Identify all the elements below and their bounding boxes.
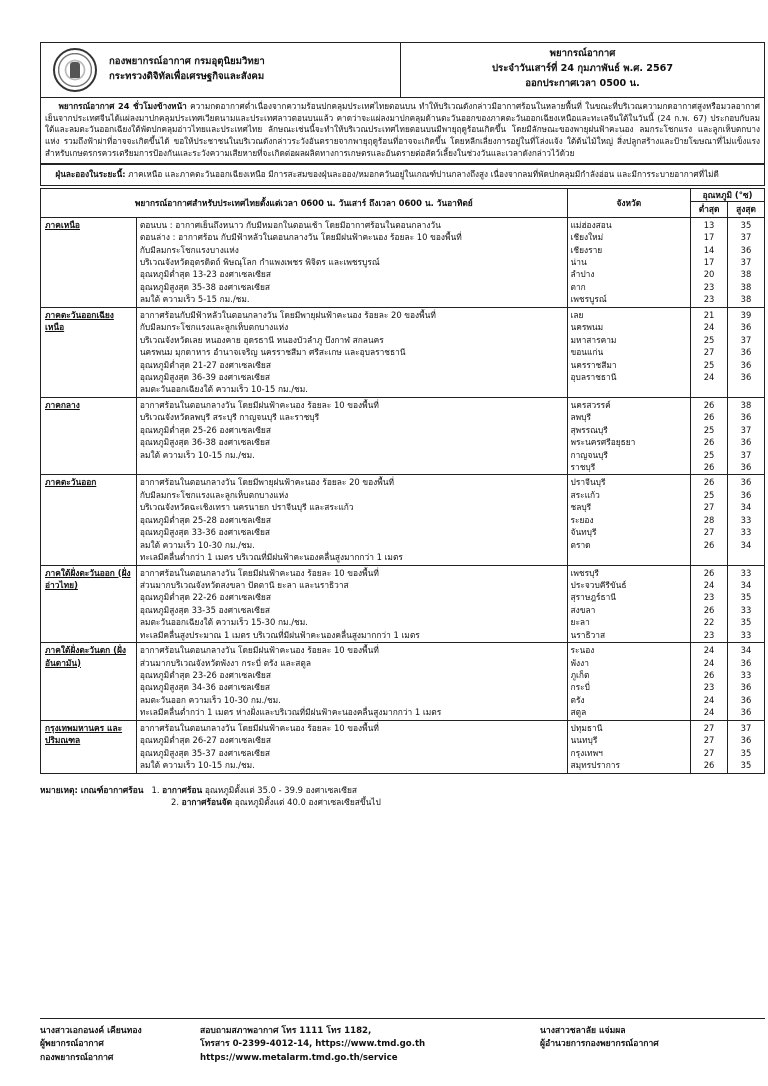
min-temp-list-line: 26 xyxy=(703,567,715,578)
province-list xyxy=(567,307,691,397)
region-row xyxy=(41,217,765,307)
org-line-2: กระทรวงดิจิทัลเพื่อเศรษฐกิจและสังคม xyxy=(109,71,265,82)
province-list-line: อุบลราชธานี xyxy=(570,371,617,382)
header-title-block xyxy=(401,43,764,97)
province-list xyxy=(567,217,691,307)
min-temp-list-line: 28 xyxy=(703,514,715,525)
max-temp-list-line: 33 xyxy=(740,567,752,578)
min-temp-list-line: 23 xyxy=(703,294,715,305)
province-list-line: เลย xyxy=(570,309,584,320)
region-name: ภาคใต้ฝั่งตะวันออก (ฝั่งอ่าวไทย) xyxy=(41,565,137,643)
region-forecast-line: ทะเลมีคลื่นต่ำกว่า 1 เมตร บริเวณที่มีฝนฟ้าคะนองคลื่นสูงมากกว่า 1 เมตร xyxy=(139,552,403,563)
province-list-line: ยะลา xyxy=(570,617,590,628)
region-forecast-line: อุณหภูมิสูงสุด 36-39 องศาเซลเซียส xyxy=(139,371,270,382)
region-forecast-line: ทะเลมีคลื่นต่ำกว่า 1 เมตร ห่างฝั่งและบริเวณที่มีฝนฟ้าคะนองคลื่นสูงมากกว่า 1 เมตร xyxy=(139,707,442,718)
province-list-line: นราธิวาส xyxy=(570,629,606,640)
outlook-label: พยากรณ์อากาศ 24 ชั่วโมงข้างหน้า xyxy=(58,101,187,111)
min-temp-list-line: 26 xyxy=(703,760,715,771)
max-temp-list-line: 36 xyxy=(740,489,752,500)
note-2-text: อุณหภูมิตั้งแต่ 40.0 องศาเซลเซียสขึ้นไป xyxy=(234,797,381,808)
min-temp-list-line: 13 xyxy=(703,219,715,230)
document-date: ประจำวันเสาร์ที่ 24 กุมภาพันธ์ พ.ศ. 2567 xyxy=(491,62,674,74)
province-list-line: ระนอง xyxy=(570,645,595,656)
min-temp-list-line: 25 xyxy=(703,359,715,370)
region-row xyxy=(41,307,765,397)
forecaster-name: นางสาวเอกอนงค์ เคียนทอง xyxy=(40,1026,142,1036)
document-title: พยากรณ์อากาศ xyxy=(549,48,616,59)
region-forecast-line: บริเวณจังหวัดเลย หนองคาย อุดรธานี หนองบัวลำภู บึงกาฬ สกลนคร xyxy=(139,334,384,345)
max-temp-list xyxy=(728,397,765,475)
max-temp-list-line: 36 xyxy=(740,322,752,333)
region-row xyxy=(41,720,765,773)
province-list-line: นครพนม xyxy=(570,322,604,333)
issue-time: ออกประกาศเวลา 0500 น. xyxy=(525,77,640,89)
min-temp-list xyxy=(691,720,728,773)
region-forecast-line: ลมตะวันออก ความเร็ว 10-30 กม./ชม. xyxy=(139,694,281,705)
note-1-number: 1. xyxy=(151,784,160,795)
region-name: ภาคใต้ฝั่งตะวันตก (ฝั่งอันดามัน) xyxy=(41,643,137,721)
max-temp-list-line: 36 xyxy=(740,371,752,382)
province-header: จังหวัด xyxy=(567,188,691,217)
forecaster-role: ผู้พยากรณ์อากาศ xyxy=(40,1039,104,1050)
province-list-line: สงขลา xyxy=(570,604,596,615)
forecaster-division: กองพยากรณ์อากาศ xyxy=(40,1052,114,1063)
region-forecast-line: ตอนล่าง : อากาศร้อน กับมีฟ้าหลัวในตอนกลางวัน โดยมีฝนฟ้าคะนอง ร้อยละ 10 ของพื้นที่ xyxy=(139,232,462,243)
max-temp-list-line: 35 xyxy=(740,219,752,230)
note-2-number: 2. xyxy=(171,797,179,808)
province-list-line: ลำปาง xyxy=(570,269,595,280)
region-forecast xyxy=(136,217,567,307)
min-temp-list-line: 17 xyxy=(703,257,715,268)
province-list-line: พระนครศรีอยุธยา xyxy=(570,437,636,448)
region-name: ภาคตะวันออกเฉียงเหนือ xyxy=(41,307,137,397)
max-temp-list-line: 35 xyxy=(740,592,752,603)
province-list-line: ประจวบคีรีขันธ์ xyxy=(570,579,627,590)
region-forecast-line: อุณหภูมิต่ำสุด 22-26 องศาเซลเซียส xyxy=(139,592,271,603)
province-list-line: กรุงเทพฯ xyxy=(570,747,603,758)
min-temp-list-line: 26 xyxy=(703,670,715,681)
contact-fax-link[interactable]: โทรสาร 0-2399-4012-14, https://www.tmd.go.th xyxy=(200,1039,426,1050)
min-temp-list xyxy=(691,217,728,307)
header-org-block xyxy=(41,43,401,97)
region-forecast-line: บริเวณจังหวัดอุตรดิตถ์ พิษณุโลก กำแพงเพชร พิจิตร และเพชรบูรณ์ xyxy=(139,257,380,268)
max-temp-list-line: 34 xyxy=(740,645,752,656)
province-list-line: ปราจีนบุรี xyxy=(570,477,606,488)
province-list-line: สุราษฎร์ธานี xyxy=(570,592,617,603)
footer-director xyxy=(490,1025,765,1065)
region-forecast-line: อากาศร้อนในตอนกลางวัน โดยมีพายุฝนฟ้าคะนอง ร้อยละ 20 ของพื้นที่ xyxy=(139,477,395,488)
max-temp-list-line: 37 xyxy=(740,722,752,733)
notes-label: หมายเหตุ: เกณฑ์อากาศร้อน xyxy=(40,784,144,795)
min-temp-list-line: 14 xyxy=(703,244,715,255)
region-forecast-line: อุณหภูมิต่ำสุด 25-28 องศาเซลเซียส xyxy=(139,514,271,525)
min-temp-list-line: 23 xyxy=(703,682,715,693)
min-temp-list-line: 20 xyxy=(703,269,715,280)
province-list xyxy=(567,397,691,475)
region-forecast-line: อุณหภูมิต่ำสุด 21-27 องศาเซลเซียส xyxy=(139,359,271,370)
max-temp-list-line: 36 xyxy=(740,735,752,746)
province-list-line: ตรัง xyxy=(570,694,585,705)
document-footer xyxy=(40,1018,765,1065)
province-list-line: นครสวรรค์ xyxy=(570,399,611,410)
max-temp-list-line: 35 xyxy=(740,617,752,628)
region-row xyxy=(41,643,765,721)
footer-forecaster xyxy=(40,1025,200,1065)
outlook-text: ความกดอากาศต่ำเนื่องจากความร้อนปกคลุมประเทศไทยตอนบน ทำให้บริเวณดังกล่าวมีอากาศร้อนในหลายพื้นที่ ในขณะที่บริเวณความกดอากาศสูงหรือมวลอากาศเย็นจากประเทศจีนได้แผ่ลงมาปกคลุมประเทศเวียดนามและประเทศลาวตอนบนแล้ว คาดว่าจะแผ่ลงมาปกคลุมด้านตะวันออกของภาคตะวันออกเฉียงเหนือและทะเลจีนใต้ในวันนี้ (24 ก.พ. 67) ประกอบกับลมใต้และลมตะวันออกเฉียงใต้พัดปกคลุมอ่าวไทยและประเทศไทย ลักษณะเช่นนี้จะทำให้บริเวณประเทศไทยตอนบนมีพายุฤดูร้อนเกิดขึ้น โดยมีลักษณะของพายุฝนฟ้าคะนอง ลมกระโชกแรง และลูกเห็บตกบางแห่ง รวมถึงฟ้าผ่าที่อาจจะเกิดขึ้นได้ ขอให้ประชาชนในบริเวณดังกล่าวระวังอันตรายจากพายุฤดูร้อนที่อาจจะเกิดขึ้น โดยหลีกเลี่ยงการอยู่ในที่โล่งแจ้ง ใต้ต้นไม้ใหญ่ สิ่งปลูกสร้างและป้ายโฆษณาที่ไม่แข็งแรง สำหรับเกษตรกรควรเตรียมการป้องกันและระวังความเสียหายที่จะเกิดต่อผลผลิตทางการเกษตรและอันตรายต่อสัตว์เลี้ยงในช่วงวันและเวลาดังกล่าวไว้ด้วย xyxy=(45,101,760,158)
max-temp-list-line: 36 xyxy=(740,359,752,370)
document-header xyxy=(40,42,765,98)
note-1-text: อุณหภูมิตั้งแต่ 35.0 - 39.9 องศาเซลเซียส xyxy=(204,784,357,795)
note-1-label: อากาศร้อน xyxy=(162,784,203,795)
region-forecast-line: อุณหภูมิต่ำสุด 25-26 องศาเซลเซียส xyxy=(139,424,271,435)
region-forecast-line: ทะเลมีคลื่นสูงประมาณ 1 เมตร บริเวณที่มีฝนฟ้าคะนองคลื่นสูงมากกว่า 1 เมตร xyxy=(139,629,420,640)
max-temp-header: สูงสุด xyxy=(728,202,765,217)
min-temp-list-line: 25 xyxy=(703,334,715,345)
province-list-line: กระบี่ xyxy=(570,682,590,693)
max-temp-list-line: 38 xyxy=(740,399,752,410)
region-forecast-line: อากาศร้อนในตอนกลางวัน โดยมีฝนฟ้าคะนอง ร้อยละ 10 ของพื้นที่ xyxy=(139,399,379,410)
region-forecast-line: ลมตะวันออกเฉียงใต้ ความเร็ว 15-30 กม./ชม. xyxy=(139,617,308,628)
dust-section xyxy=(40,164,765,186)
region-forecast-line: กับมีลมกระโชกแรงและลูกเห็บตกบางแห่ง xyxy=(139,322,289,333)
province-list-line: เชียงราย xyxy=(570,244,603,255)
min-temp-list-line: 26 xyxy=(703,539,715,550)
min-temp-list-line: 24 xyxy=(703,657,715,668)
province-list-line: จันทบุรี xyxy=(570,527,597,538)
max-temp-list-line: 33 xyxy=(740,514,752,525)
province-list-line: สมุทรปราการ xyxy=(570,760,620,771)
province-list-line: ภูเก็ต xyxy=(570,670,590,681)
max-temp-list-line: 38 xyxy=(740,269,752,280)
province-list-line: เพชรบูรณ์ xyxy=(570,294,607,305)
region-forecast xyxy=(136,720,567,773)
min-temp-list xyxy=(691,475,728,565)
max-temp-list-line: 33 xyxy=(740,629,752,640)
region-forecast-line: ลมตะวันออกเฉียงใต้ ความเร็ว 10-15 กม./ชม. xyxy=(139,384,308,395)
province-list-line: นนทบุรี xyxy=(570,735,598,746)
temp-header: อุณหภูมิ (°ซ) xyxy=(691,188,765,201)
forecast-document xyxy=(40,42,765,809)
province-list-line: มหาสารคาม xyxy=(570,334,617,345)
province-list-line: แม่ฮ่องสอน xyxy=(570,219,612,230)
region-forecast xyxy=(136,397,567,475)
region-forecast xyxy=(136,643,567,721)
director-role: ผู้อำนวยการกองพยากรณ์อากาศ xyxy=(540,1039,659,1050)
dust-label: ฝุ่นละอองในระยะนี้: xyxy=(55,169,126,180)
min-temp-list xyxy=(691,565,728,643)
min-temp-list-line: 24 xyxy=(703,707,715,718)
region-forecast-line: อากาศร้อนในตอนกลางวัน โดยมีฝนฟ้าคะนอง ร้อยละ 10 ของพื้นที่ xyxy=(139,567,379,578)
region-forecast-line: อุณหภูมิสูงสุด 33-36 องศาเซลเซียส xyxy=(139,527,270,538)
max-temp-list-line: 36 xyxy=(740,657,752,668)
province-list-line: สตูล xyxy=(570,707,587,718)
region-forecast-line: ส่วนมากบริเวณจังหวัดสงขลา ปัตตานี ยะลา และนราธิวาส xyxy=(139,579,349,590)
min-temp-list-line: 26 xyxy=(703,399,715,410)
max-temp-list-line: 36 xyxy=(740,477,752,488)
min-temp-header: ต่ำสุด xyxy=(691,202,728,217)
region-forecast-line: ตอนบน : อากาศเย็นถึงหนาว กับมีหมอกในตอนเช้า โดยมีอากาศร้อนในตอนกลางวัน xyxy=(139,219,441,230)
min-temp-list-line: 27 xyxy=(703,347,715,358)
contact-phone: สอบถามสภาพอากาศ โทร 1111 โทร 1182, xyxy=(200,1026,372,1036)
max-temp-list xyxy=(728,720,765,773)
max-temp-list-line: 37 xyxy=(740,334,752,345)
min-temp-list-line: 25 xyxy=(703,449,715,460)
region-forecast-line: นครพนม มุกดาหาร อำนาจเจริญ นครราชสีมา ศรีสะเกษ และอุบลราชธานี xyxy=(139,347,406,358)
region-forecast-line: ลมใต้ ความเร็ว 5-15 กม./ชม. xyxy=(139,294,250,305)
province-list-line: ตราด xyxy=(570,539,591,550)
region-row xyxy=(41,475,765,565)
province-list-line: ระยอง xyxy=(570,514,594,525)
region-forecast-line: กับมีลมกระโชกแรงและลูกเห็บตกบางแห่ง xyxy=(139,489,289,500)
region-name: ภาคตะวันออก xyxy=(41,475,137,565)
note-2-label: อากาศร้อนจัด xyxy=(181,797,233,808)
region-forecast-line: อุณหภูมิสูงสุด 34-36 องศาเซลเซียส xyxy=(139,682,270,693)
max-temp-list-line: 36 xyxy=(740,347,752,358)
province-list xyxy=(567,643,691,721)
min-temp-list-line: 24 xyxy=(703,694,715,705)
min-temp-list-line: 21 xyxy=(703,309,715,320)
max-temp-list xyxy=(728,307,765,397)
region-name: กรุงเทพมหานคร และปริมณฑล xyxy=(41,720,137,773)
province-list-line: กาญจนบุรี xyxy=(570,449,608,460)
max-temp-list-line: 36 xyxy=(740,437,752,448)
forecast-table-body xyxy=(41,217,765,773)
region-forecast-line: กับมีลมกระโชกแรงบางแห่ง xyxy=(139,244,239,255)
max-temp-list-line: 35 xyxy=(740,747,752,758)
province-list-line: ราชบุรี xyxy=(570,462,596,473)
region-forecast-line: ส่วนมากบริเวณจังหวัดพังงา กระบี่ ตรัง และสตูล xyxy=(139,657,311,668)
min-temp-list-line: 27 xyxy=(703,502,715,513)
max-temp-list-line: 36 xyxy=(740,244,752,255)
province-list xyxy=(567,565,691,643)
province-list xyxy=(567,720,691,773)
min-temp-list-line: 24 xyxy=(703,579,715,590)
region-forecast-line: อุณหภูมิต่ำสุด 13-23 องศาเซลเซียส xyxy=(139,269,271,280)
max-temp-list-line: 37 xyxy=(740,449,752,460)
max-temp-list-line: 34 xyxy=(740,579,752,590)
max-temp-list-line: 33 xyxy=(740,670,752,681)
tmd-seal-icon xyxy=(53,48,97,92)
province-list-line: ปทุมธานี xyxy=(570,722,603,733)
max-temp-list-line: 36 xyxy=(740,682,752,693)
max-temp-list-line: 37 xyxy=(740,257,752,268)
table-heading: พยากรณ์อากาศสำหรับประเทศไทยตั้งแต่เวลา 0600 น. วันเสาร์ ถึงเวลา 0600 น. วันอาทิตย์ xyxy=(41,188,568,217)
max-temp-list xyxy=(728,643,765,721)
min-temp-list-line: 27 xyxy=(703,735,715,746)
province-list-line: ลพบุรี xyxy=(570,412,591,423)
forecast-table xyxy=(40,188,765,774)
max-temp-list-line: 39 xyxy=(740,309,752,320)
province-list-line: ขอนแก่น xyxy=(570,347,604,358)
region-forecast-line: อุณหภูมิต่ำสุด 26-27 องศาเซลเซียส xyxy=(139,735,271,746)
org-line-1: กองพยากรณ์อากาศ กรมอุตุนิยมวิทยา xyxy=(109,56,265,68)
region-name: ภาคกลาง xyxy=(41,397,137,475)
dust-text: ภาคเหนือ และภาคตะวันออกเฉียงเหนือ มีการสะสมของฝุ่นละออง/หมอกควันอยู่ในเกณฑ์ปานกลางถึงสูง เนื่องจากลมที่พัดปกคลุมมีกำลังอ่อน และมีการระบายอากาศที่ไม่ดี xyxy=(128,169,719,180)
outlook-section xyxy=(40,98,765,164)
region-row xyxy=(41,565,765,643)
province-list-line: ตาก xyxy=(570,281,586,292)
max-temp-list-line: 37 xyxy=(740,232,752,243)
region-forecast-line: อุณหภูมิสูงสุด 35-38 องศาเซลเซียส xyxy=(139,281,270,292)
province-list-line: นครราชสีมา xyxy=(570,359,617,370)
region-row xyxy=(41,397,765,475)
min-temp-list xyxy=(691,397,728,475)
province-list-line: เพชรบุรี xyxy=(570,567,599,578)
region-forecast xyxy=(136,475,567,565)
max-temp-list-line: 36 xyxy=(740,462,752,473)
region-forecast-line: อากาศร้อนในตอนกลางวัน โดยมีฝนฟ้าคะนอง ร้อยละ 10 ของพื้นที่ xyxy=(139,722,379,733)
min-temp-list-line: 26 xyxy=(703,437,715,448)
province-list-line: สุพรรณบุรี xyxy=(570,424,608,435)
region-forecast-line: ลมใต้ ความเร็ว 10-15 กม./ชม. xyxy=(139,449,255,460)
min-temp-list-line: 27 xyxy=(703,527,715,538)
org-name xyxy=(109,55,265,85)
min-temp-list-line: 26 xyxy=(703,462,715,473)
region-forecast-line: อากาศร้อนในตอนกลางวัน โดยมีฝนฟ้าคะนอง ร้อยละ 10 ของพื้นที่ xyxy=(139,645,379,656)
province-list-line: เชียงใหม่ xyxy=(570,232,604,243)
footer-contact xyxy=(200,1025,490,1065)
max-temp-list-line: 38 xyxy=(740,281,752,292)
min-temp-list-line: 24 xyxy=(703,322,715,333)
min-temp-list-line: 27 xyxy=(703,747,715,758)
region-forecast-line: บริเวณจังหวัดฉะเชิงเทรา นครนายก ปราจีนบุรี และสระแก้ว xyxy=(139,502,354,513)
province-list-line: พังงา xyxy=(570,657,589,668)
region-forecast-line: อุณหภูมิสูงสุด 35-37 องศาเซลเซียส xyxy=(139,747,270,758)
province-list xyxy=(567,475,691,565)
region-forecast xyxy=(136,307,567,397)
region-forecast-line: อุณหภูมิต่ำสุด 23-26 องศาเซลเซียส xyxy=(139,670,271,681)
min-temp-list-line: 25 xyxy=(703,489,715,500)
province-list-line: ชลบุรี xyxy=(570,502,592,513)
max-temp-list-line: 37 xyxy=(740,424,752,435)
region-forecast-line: อุณหภูมิสูงสุด 36-38 องศาเซลเซียส xyxy=(139,437,270,448)
min-temp-list xyxy=(691,643,728,721)
region-forecast xyxy=(136,565,567,643)
max-temp-list-line: 35 xyxy=(740,760,752,771)
province-list-line: น่าน xyxy=(570,257,587,268)
region-forecast-line: อุณหภูมิสูงสุด 33-35 องศาเซลเซียส xyxy=(139,604,270,615)
max-temp-list xyxy=(728,475,765,565)
notes-section xyxy=(40,784,765,809)
max-temp-list xyxy=(728,217,765,307)
min-temp-list-line: 26 xyxy=(703,604,715,615)
min-temp-list-line: 25 xyxy=(703,424,715,435)
min-temp-list-line: 23 xyxy=(703,281,715,292)
max-temp-list xyxy=(728,565,765,643)
region-forecast-line: ลมใต้ ความเร็ว 10-30 กม./ชม. xyxy=(139,539,255,550)
region-name: ภาคเหนือ xyxy=(41,217,137,307)
max-temp-list-line: 34 xyxy=(740,539,752,550)
min-temp-list-line: 27 xyxy=(703,722,715,733)
max-temp-list-line: 36 xyxy=(740,412,752,423)
min-temp-list-line: 24 xyxy=(703,371,715,382)
max-temp-list-line: 33 xyxy=(740,604,752,615)
min-temp-list-line: 23 xyxy=(703,592,715,603)
min-temp-list-line: 26 xyxy=(703,477,715,488)
min-temp-list-line: 26 xyxy=(703,412,715,423)
min-temp-list-line: 22 xyxy=(703,617,715,628)
max-temp-list-line: 33 xyxy=(740,527,752,538)
min-temp-list-line: 23 xyxy=(703,629,715,640)
min-temp-list-line: 17 xyxy=(703,232,715,243)
region-forecast-line: ลมใต้ ความเร็ว 10-15 กม./ชม. xyxy=(139,760,255,771)
province-list-line: สระแก้ว xyxy=(570,489,600,500)
region-forecast-line: บริเวณจังหวัดลพบุรี สระบุรี กาญจนบุรี และราชบุรี xyxy=(139,412,320,423)
max-temp-list-line: 34 xyxy=(740,502,752,513)
min-temp-list xyxy=(691,307,728,397)
region-forecast-line: อากาศร้อนกับมีฟ้าหลัวในตอนกลางวัน โดยมีพายุฝนฟ้าคะนอง ร้อยละ 20 ของพื้นที่ xyxy=(139,309,436,320)
director-name: นางสาวชลาลัย แจ่มผล xyxy=(540,1026,626,1036)
min-temp-list-line: 24 xyxy=(703,645,715,656)
max-temp-list-line: 36 xyxy=(740,707,752,718)
max-temp-list-line: 36 xyxy=(740,694,752,705)
contact-service-link[interactable]: https://www.metalarm.tmd.go.th/service xyxy=(200,1052,398,1063)
max-temp-list-line: 38 xyxy=(740,294,752,305)
